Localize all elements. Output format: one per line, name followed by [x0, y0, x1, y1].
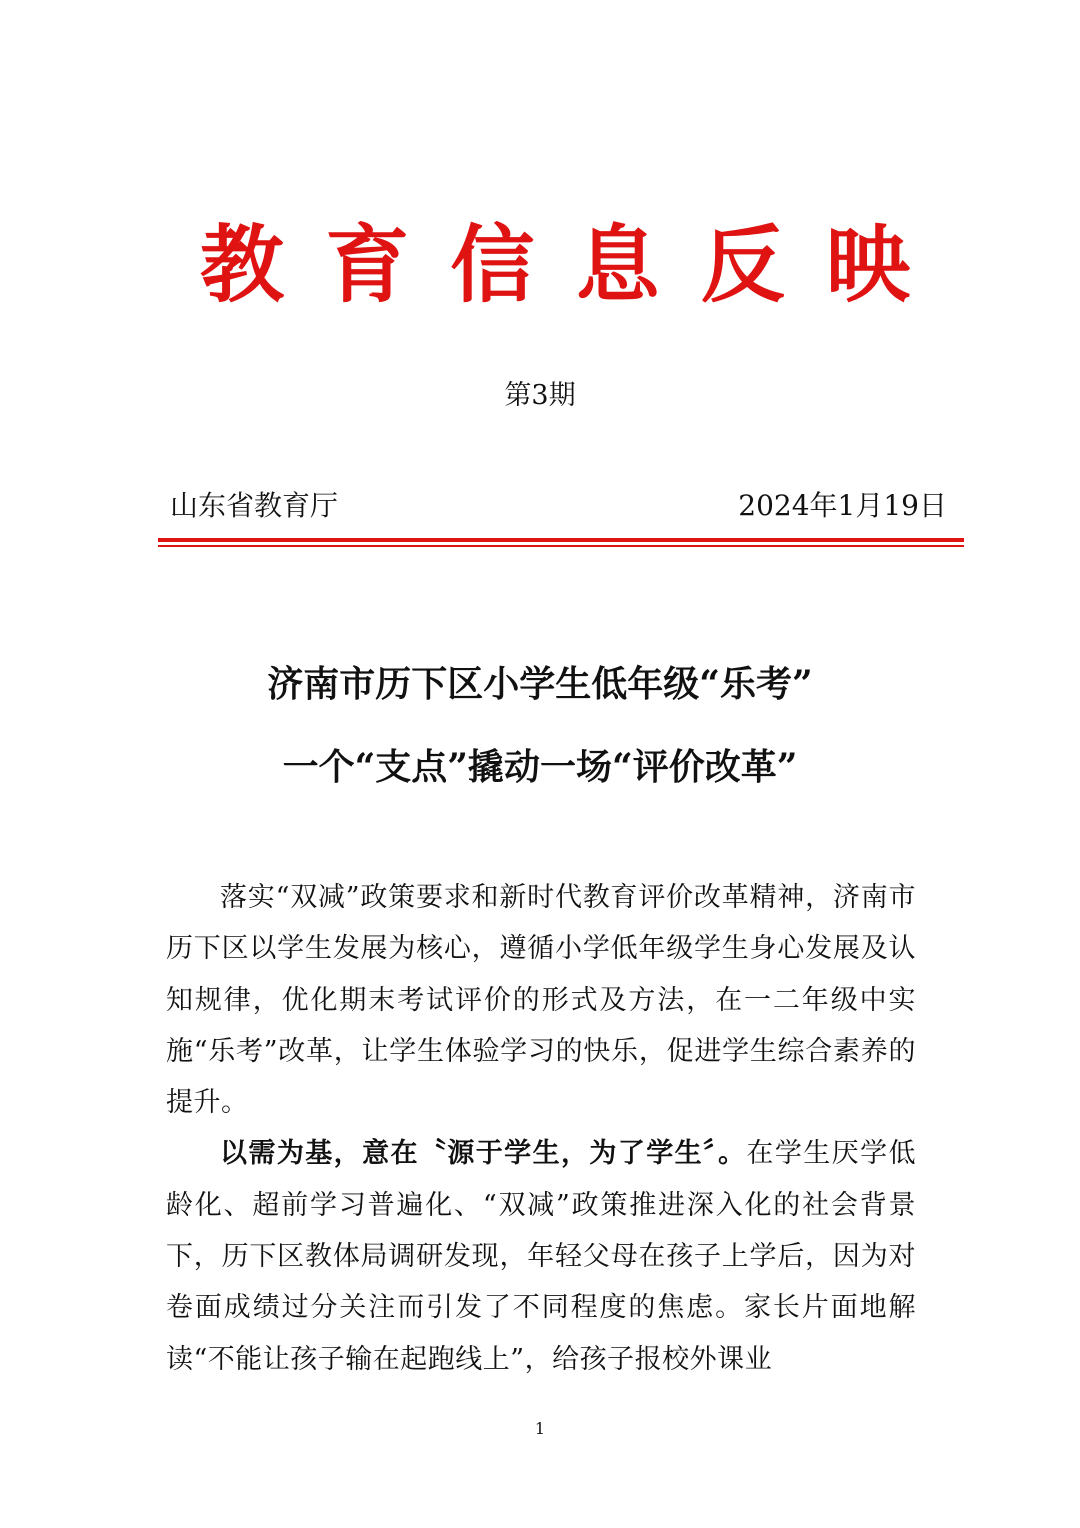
issue-number: 第3期 [504, 380, 576, 411]
masthead-char: 映 [825, 216, 910, 314]
masthead-char: 育 [325, 216, 410, 314]
page-number: 1 [534, 1419, 546, 1438]
masthead-char: 反 [700, 216, 785, 314]
article-title-line1: 济南市历下区小学生低年级“乐考” [267, 663, 813, 705]
article-body [166, 872, 916, 1385]
masthead-char: 教 [200, 216, 285, 314]
paragraph-2 [166, 1128, 916, 1384]
paragraph-2-body: 在学生厌学低龄化、超前学习普遍化、“双减”政策推进深入化的社会背景下，历下区教体局调研发现，年轻父母在孩子上学后，因为对卷面成绩过分关注而引发了不同程度的焦虑。家长片面地解读“不能让孩子输在起跑线上”，给孩子报校外课业 [166, 1138, 917, 1375]
masthead-char: 信 [450, 216, 535, 314]
paragraph-2-lead: 以需为基，意在〝源于学生，为了学生〞。 [220, 1138, 747, 1170]
issue-date: 2024年1月19日 [738, 489, 947, 522]
issuer: 山东省教育厅 [170, 489, 339, 522]
masthead-char: 息 [575, 216, 660, 314]
masthead-title [200, 215, 910, 315]
article-title-line2: 一个“支点”撬动一场“评价改革” [282, 746, 798, 788]
header-rule-thin [158, 545, 964, 547]
paragraph-1: 落实“双减”政策要求和新时代教育评价改革精神，济南市历下区以学生发展为核心，遵循小学低年级学生身心发展及认知规律，优化期末考试评价的形式及方法，在一二年级中实施“乐考”改革，让学生体验学习的快乐，促进学生综合素养的提升。 [166, 882, 916, 1119]
header-rule-thick [158, 538, 964, 542]
